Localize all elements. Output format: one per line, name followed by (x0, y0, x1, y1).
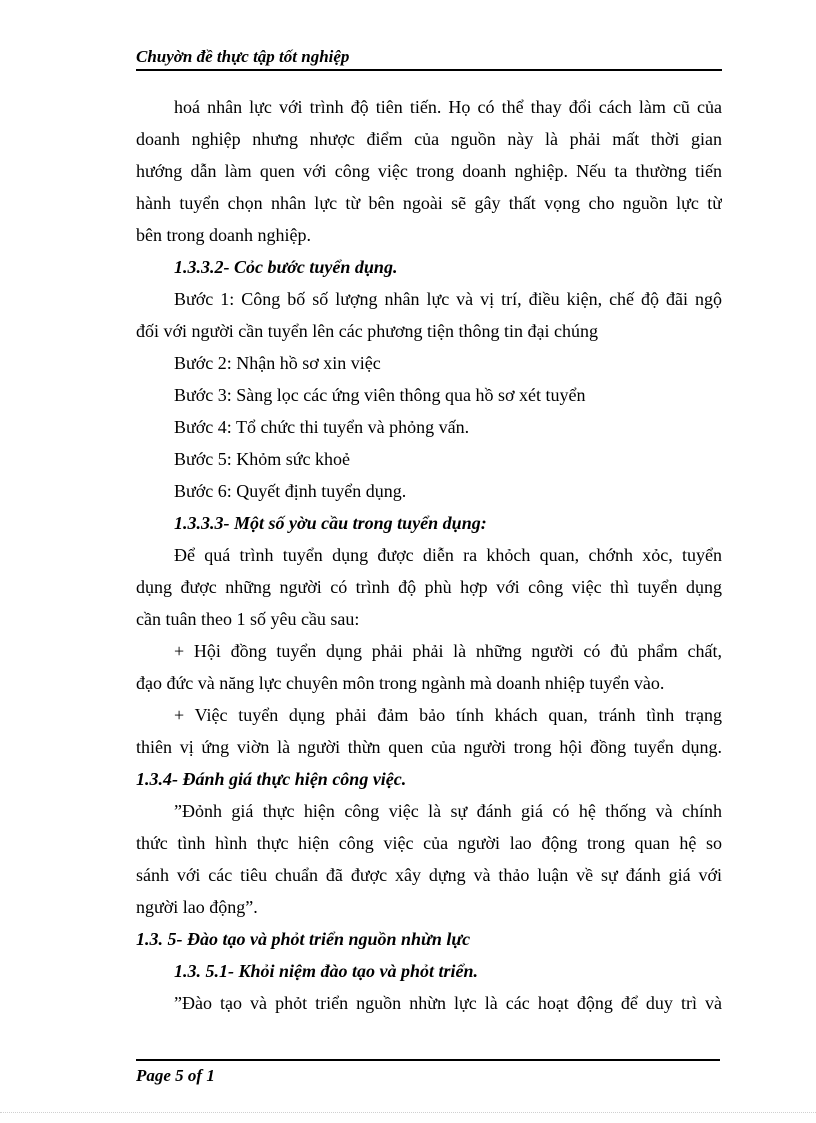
section-heading-1-3-3-2: 1.3.3.2- Cỏc bước tuyển dụng. (174, 257, 398, 277)
text-line: ”Đào tạo và phỏt triển nguồn nhừn lực là các hoạt động để duy trì và (174, 993, 722, 1013)
text-line: Bước 1: Công bố số lượng nhân lực và vị trí, điều kiện, chế độ đãi ngộ (174, 289, 722, 309)
step-item: Bước 5: Khỏm sức khoẻ (174, 449, 351, 469)
running-header: Chuyờn đề thực tập tốt nghiệp (136, 47, 350, 66)
text-line: hướng dẫn làm quen với công việc trong doanh nghiệp. Nếu ta thường tiến (136, 161, 722, 181)
text-line: cần tuân theo 1 số yêu cầu sau: (136, 609, 360, 629)
section-heading-1-3-5-1: 1.3. 5.1- Khỏi niệm đào tạo và phỏt triển. (174, 961, 479, 981)
text-line: ”Đỏnh giá thực hiện công việc là sự đánh giá có hệ thống và chính (174, 801, 722, 821)
text-line: doanh nghiệp nhưng nhược điểm của nguồn này là phải mất thời gian (136, 129, 722, 149)
paragraph (136, 91, 722, 251)
text-line: đối với người cần tuyển lên các phương tiện thông tin đại chúng (136, 321, 598, 341)
section-heading-1-3-3-3: 1.3.3.3- Một số yờu cầu trong tuyển dụng: (174, 513, 487, 533)
text-line: hành tuyển chọn nhân lực từ bên ngoài sẽ gây thất vọng cho nguồn lực từ (136, 193, 722, 213)
text-line: đạo đức và năng lực chuyên môn trong ngành mà doanh nhiệp tuyển vào. (136, 673, 665, 693)
paragraph (136, 539, 722, 635)
footer-rule (136, 1059, 720, 1061)
header-rule (136, 69, 722, 71)
step-item: Bước 6: Quyết định tuyển dụng. (174, 481, 407, 501)
paragraph (136, 283, 722, 347)
page-boundary (0, 1112, 816, 1113)
step-item: Bước 4: Tổ chức thi tuyển và phỏng vấn. (174, 417, 470, 437)
text-line: sánh với các tiêu chuẩn đã được xây dựng và thảo luận về sự đánh giá với (136, 865, 722, 885)
text-line: hoá nhân lực với trình độ tiên tiến. Họ có thể thay đổi cách làm cũ của (174, 97, 722, 117)
text-line: bên trong doanh nghiệp. (136, 225, 311, 245)
text-line: dụng được những người có trình độ phù hợp với công việc thì tuyển dụng (136, 577, 722, 597)
text-line: Để quá trình tuyển dụng được diễn ra khỏch quan, chớnh xỏc, tuyển (174, 545, 722, 565)
paragraph (136, 699, 722, 763)
page-number-footer: Page 5 of 1 (136, 1066, 215, 1085)
text-line: người lao động”. (136, 897, 258, 917)
step-item: Bước 2: Nhận hồ sơ xin việc (174, 353, 381, 373)
paragraph (136, 795, 722, 923)
document-body (136, 91, 722, 1019)
step-item: Bước 3: Sàng lọc các ứng viên thông qua hồ sơ xét tuyển (174, 385, 586, 405)
text-line: thức tình hình thực hiện công việc của người lao động trong quan hệ so (136, 833, 722, 853)
section-heading-1-3-5: 1.3. 5- Đào tạo và phỏt triển nguồn nhừn lực (136, 929, 471, 949)
text-line: thiên vị ứng viờn là người thừn quen của người trong hội đồng tuyển dụng. (136, 737, 722, 757)
section-heading-1-3-4: 1.3.4- Đánh giá thực hiện công việc. (136, 769, 407, 789)
text-line: + Hội đồng tuyển dụng phải phải là những người có đủ phẩm chất, (174, 641, 722, 661)
paragraph (136, 635, 722, 699)
paragraph (136, 987, 722, 1019)
text-line: + Việc tuyển dụng phải đảm bảo tính khách quan, tránh tình trạng (174, 705, 722, 725)
